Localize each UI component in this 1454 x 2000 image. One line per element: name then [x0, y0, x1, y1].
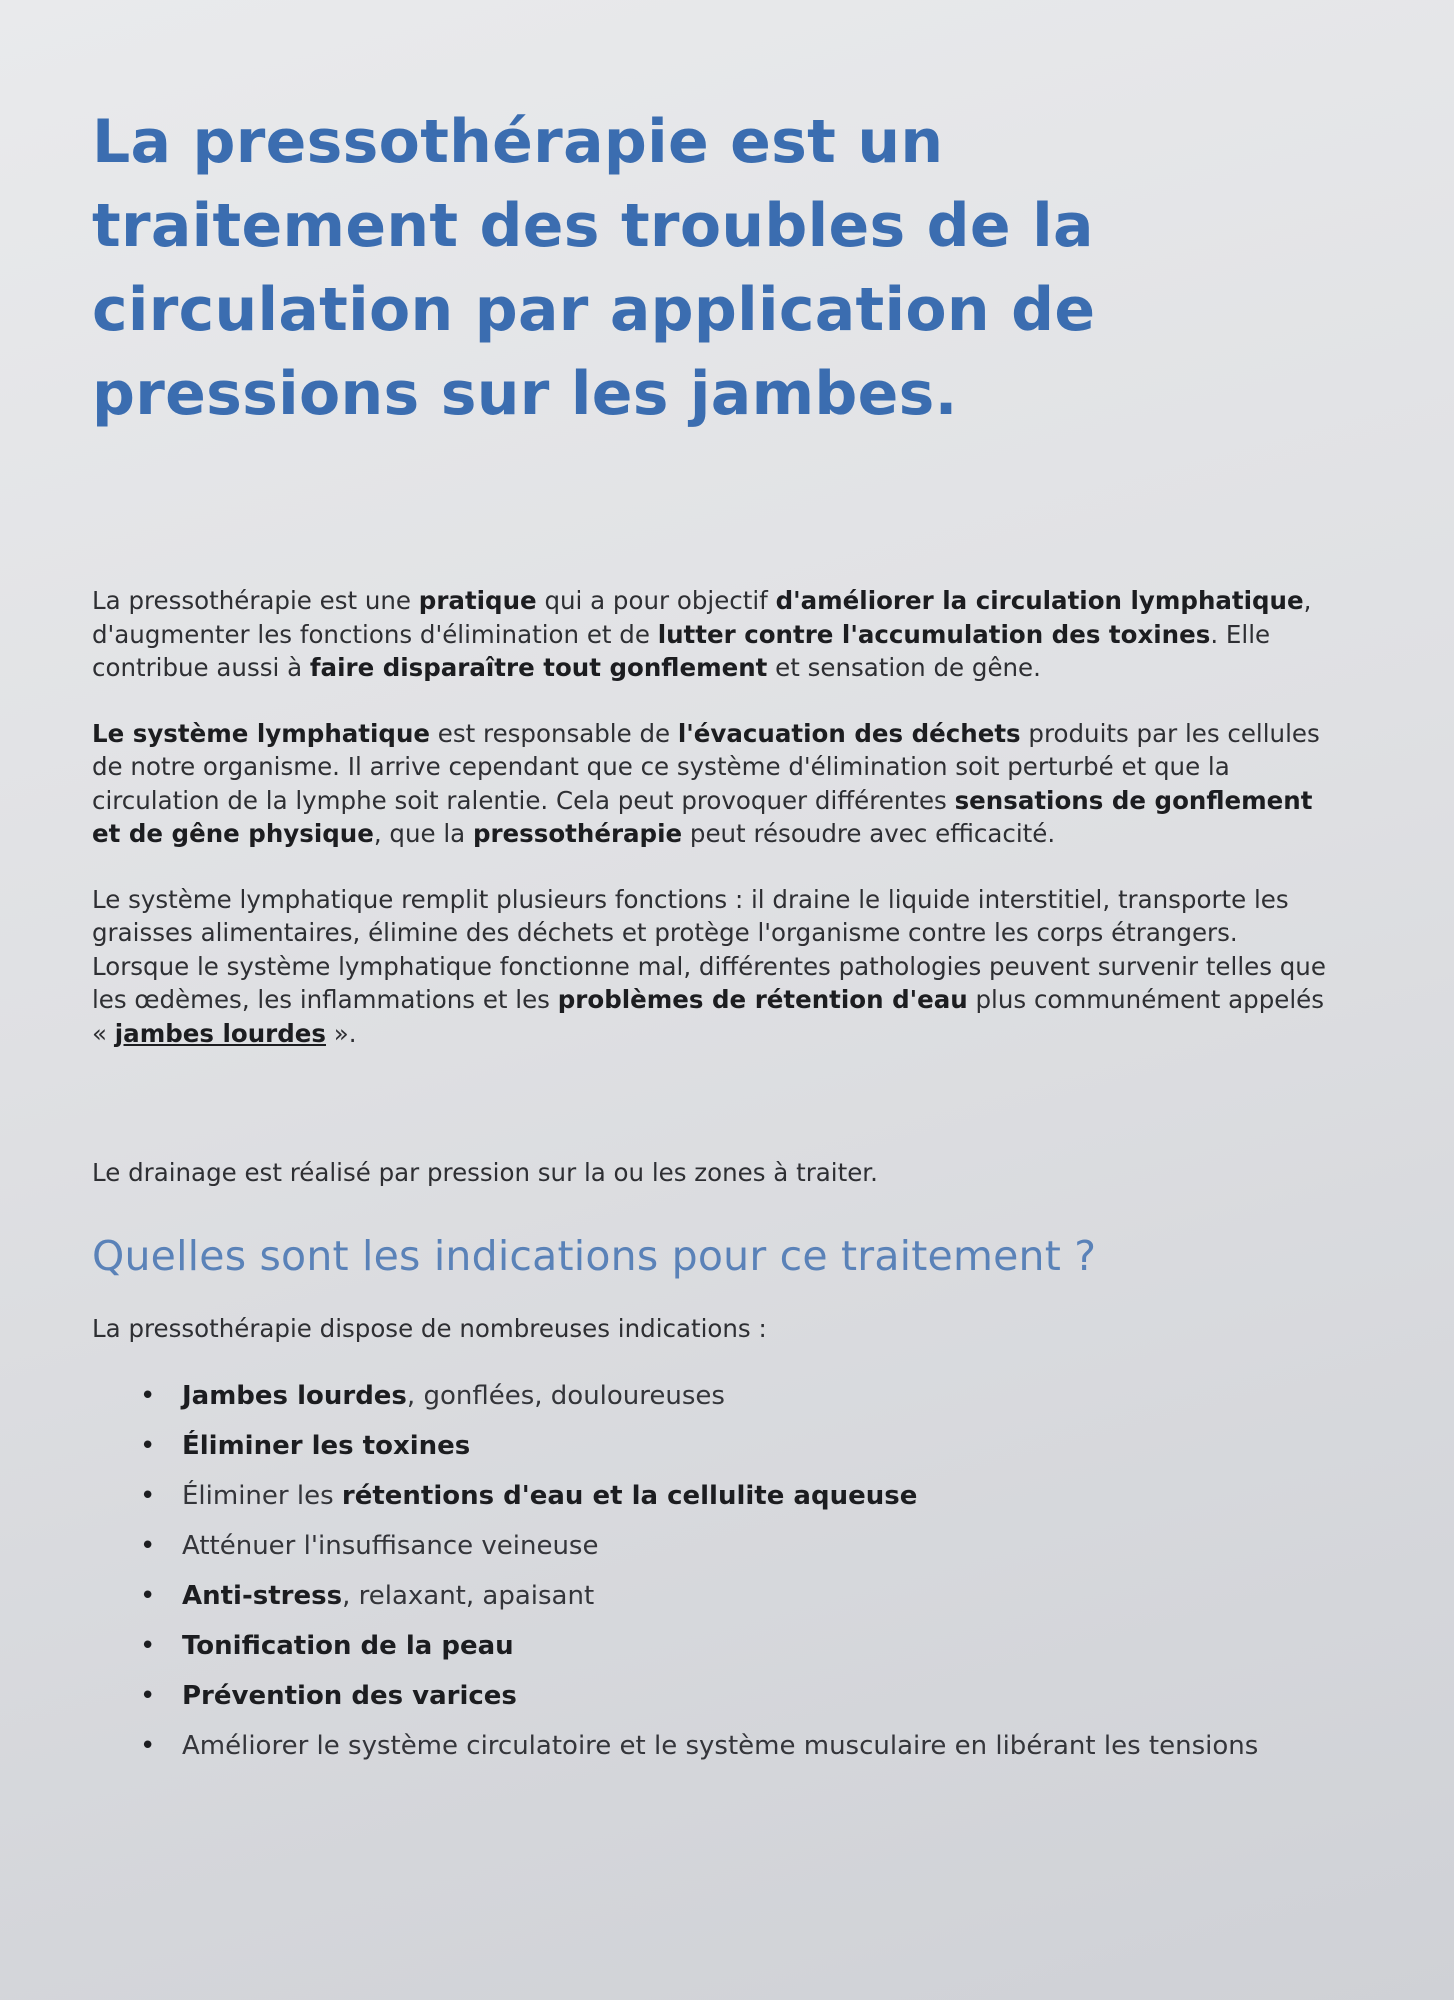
- paragraph-functions: [92, 883, 1332, 1051]
- text-segment: , gonflées, douloureuses: [406, 1381, 725, 1411]
- bullet-icon: •: [140, 1581, 156, 1611]
- text-segment: Atténuer l'insuffisance veineuse: [182, 1531, 599, 1561]
- bullet-icon: •: [140, 1481, 156, 1511]
- list-item: [140, 1381, 1332, 1412]
- bullet-icon: •: [140, 1731, 156, 1761]
- bullet-icon: •: [140, 1531, 156, 1561]
- indications-intro: La pressothérapie dispose de nombreuses indications :: [92, 1313, 767, 1343]
- text-segment: , d'augmenter les fonctions d'élimination et de: [92, 586, 1312, 649]
- bullet-icon: •: [140, 1681, 156, 1711]
- bold-segment: pressothérapie: [472, 819, 683, 848]
- text-segment: Le système lymphatique remplit plusieurs fonctions : il draine le liquide interstitiel, transporte les graisses alimentaires, élimine des déchets et protège l'organisme contre les corps étrangers. Lorsque le système lymphatique fonctionne mal, différentes pathologies peuvent survenir telles que les œdèmes, les inflammations et les: [92, 884, 1326, 1014]
- page-title: La pressothérapie est un traitement des troubles de la circulation par application de pressions sur les jambes.: [92, 107, 1096, 429]
- text-segment: qui a pour objectif: [536, 586, 776, 615]
- bold-segment: rétentions d'eau et la cellulite aqueuse: [341, 1481, 918, 1511]
- list-item: [140, 1731, 1332, 1762]
- bold-segment: Prévention des varices: [182, 1681, 517, 1711]
- text-segment: peut résoudre avec efficacité.: [682, 819, 1056, 848]
- list-item: [140, 1481, 1332, 1512]
- bullet-icon: •: [140, 1631, 156, 1661]
- text-segment: Améliorer le système circulatoire et le système musculaire en libérant les tensions: [182, 1731, 1259, 1761]
- bold-segment: Tonification de la peau: [182, 1631, 514, 1661]
- text-segment: produits par les cellules de notre organisme. Il arrive cependant que ce système d'élimination soit perturbé et que la circulation de la lymphe soit ralentie. Cela peut provoquer différentes: [92, 718, 1320, 815]
- indications-list: [92, 1381, 1332, 1762]
- section-heading-indications: Quelles sont les indications pour ce traitement ?: [92, 1231, 1097, 1280]
- paragraph-drainage: Le drainage est réalisé par pression sur la ou les zones à traiter.: [92, 1158, 878, 1187]
- list-item: [140, 1631, 1332, 1662]
- list-item: [140, 1531, 1332, 1562]
- bold-segment: Éliminer les toxines: [182, 1431, 471, 1461]
- intro-section: [92, 584, 1332, 1190]
- text-segment: Éliminer les: [182, 1481, 342, 1511]
- text-segment: . Elle contribue aussi à: [92, 619, 1271, 682]
- bold-segment: lutter contre l'accumulation des toxines: [657, 619, 1211, 649]
- text-segment: La pressothérapie est une: [92, 586, 419, 615]
- bold-segment: sensations de gonflement et de gêne physique: [92, 785, 1313, 848]
- text-segment: , que la: [373, 819, 473, 848]
- text-segment: est responsable de: [430, 718, 678, 748]
- bold-segment: Jambes lourdes: [182, 1381, 407, 1411]
- list-item: [140, 1681, 1332, 1712]
- list-item: [140, 1581, 1332, 1612]
- paragraph-objectives: [92, 584, 1332, 685]
- bold-segment: Le système lymphatique: [92, 718, 431, 748]
- bold-segment: Anti-stress: [182, 1581, 343, 1611]
- bullet-icon: •: [140, 1431, 156, 1461]
- paragraph-lymphatic-system: [92, 717, 1332, 851]
- bold-segment: l'évacuation des déchets: [677, 718, 1021, 748]
- text-segment: , relaxant, apaisant: [342, 1581, 595, 1611]
- bold-segment: faire disparaître tout gonflement: [309, 653, 768, 682]
- bullet-icon: •: [140, 1381, 156, 1411]
- bold-segment: problèmes de rétention d'eau: [557, 985, 968, 1014]
- text-segment: et sensation de gêne.: [767, 653, 1041, 682]
- document-page: [92, 100, 1332, 1762]
- jambes-lourdes-link[interactable]: jambes lourdes: [114, 1018, 326, 1048]
- bold-segment: d'améliorer la circulation lymphatique: [775, 586, 1304, 615]
- text-segment: plus communément appelés «: [92, 985, 1324, 1048]
- list-item: [140, 1431, 1332, 1462]
- bold-segment: pratique: [418, 586, 537, 615]
- text-segment: ».: [326, 1018, 357, 1048]
